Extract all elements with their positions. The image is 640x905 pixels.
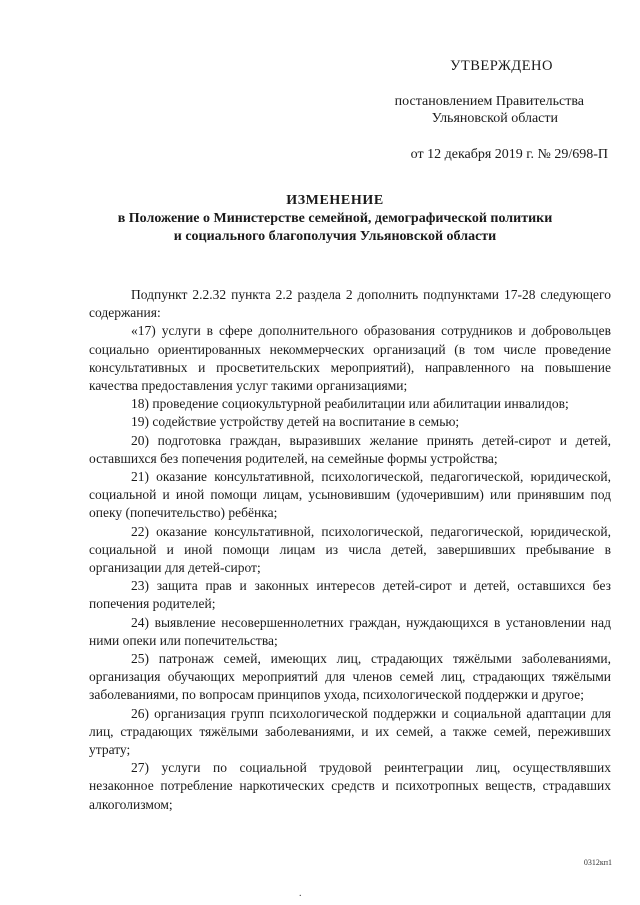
list-item: 19) содействие устройству детей на воспитание в семью; xyxy=(131,414,460,430)
document-heading xyxy=(60,192,610,246)
list-item: 22) оказание консультативной, психологической, педагогической, юридической, социальной и иной помощи лицам из числа детей, завершивших пребывание в организации для детей-сирот; xyxy=(89,523,611,576)
document-subtitle-2: и социального благополучия Ульяновской области xyxy=(173,229,497,244)
intro-paragraph: Подпункт 2.2.32 пункта 2.2 раздела 2 дополнить подпунктами 17-28 следующего содержания: xyxy=(89,287,611,321)
list-item: 21) оказание консультативной, психологической, педагогической, юридической, социальной и иной помощи лицам, усыновившим (удочерившим) или принявшим под опеку (попечительство) ребёнка; xyxy=(89,469,611,521)
list-item: 26) организация групп психологической поддержки и социальной адаптации для лиц, страдающих тяжёлыми заболеваниями, и их семей, а также семей, переживших утрату; xyxy=(89,705,611,758)
list-item: 18) проведение социокультурной реабилитации или абилитации инвалидов; xyxy=(131,396,569,412)
list-item: «17) услуги в сфере дополнительного образования сотрудников и добровольцев социально ориентированных некоммерческих организаций (в том числе проведение консультативных и просветительских мероприятий), направленного на повышение качества предоставления услуг такими организациями; xyxy=(89,323,611,394)
list-item: 27) услуги по социальной трудовой реинтеграции лиц, осуществлявших незаконное потребление наркотических средств и психотропных веществ, страдавших алкоголизмом; xyxy=(89,760,611,812)
approval-date: от 12 декабря 2019 г. № 29/698-П xyxy=(410,147,608,162)
list-item: 23) защита прав и законных интересов детей-сирот и детей, оставшихся без попечения родителей; xyxy=(89,578,611,612)
document-subtitle-1: в Положение о Министерстве семейной, демографической политики xyxy=(117,211,553,226)
document-code: 0312кп1 xyxy=(583,858,612,867)
document-title: ИЗМЕНЕНИЕ xyxy=(286,193,384,208)
approval-line-2: Ульяновской области xyxy=(431,111,558,126)
list-item: 20) подготовка граждан, выразивших желание принять детей-сирот и детей, оставшихся без попечения родителей, на семейные формы устройства; xyxy=(89,432,611,466)
document-body xyxy=(89,286,611,814)
list-item: 24) выявление несовершеннолетних граждан, нуждающихся в установлении над ними опеки или попечительства; xyxy=(89,614,611,648)
list-item: 25) патронаж семей, имеющих лиц, страдающих тяжёлыми заболеваниями, организация обучающих мероприятий для членов семей лиц, страдающих тяжёлыми заболеваниями, по вопросам принципов ухода, психологической поддержки и другое; xyxy=(89,651,611,703)
approval-line-1: постановлением Правительства xyxy=(394,94,584,109)
approval-stamp: УТВЕРЖДЕНО xyxy=(450,58,553,74)
page-mark: . xyxy=(299,888,302,899)
approval-block xyxy=(358,58,608,163)
